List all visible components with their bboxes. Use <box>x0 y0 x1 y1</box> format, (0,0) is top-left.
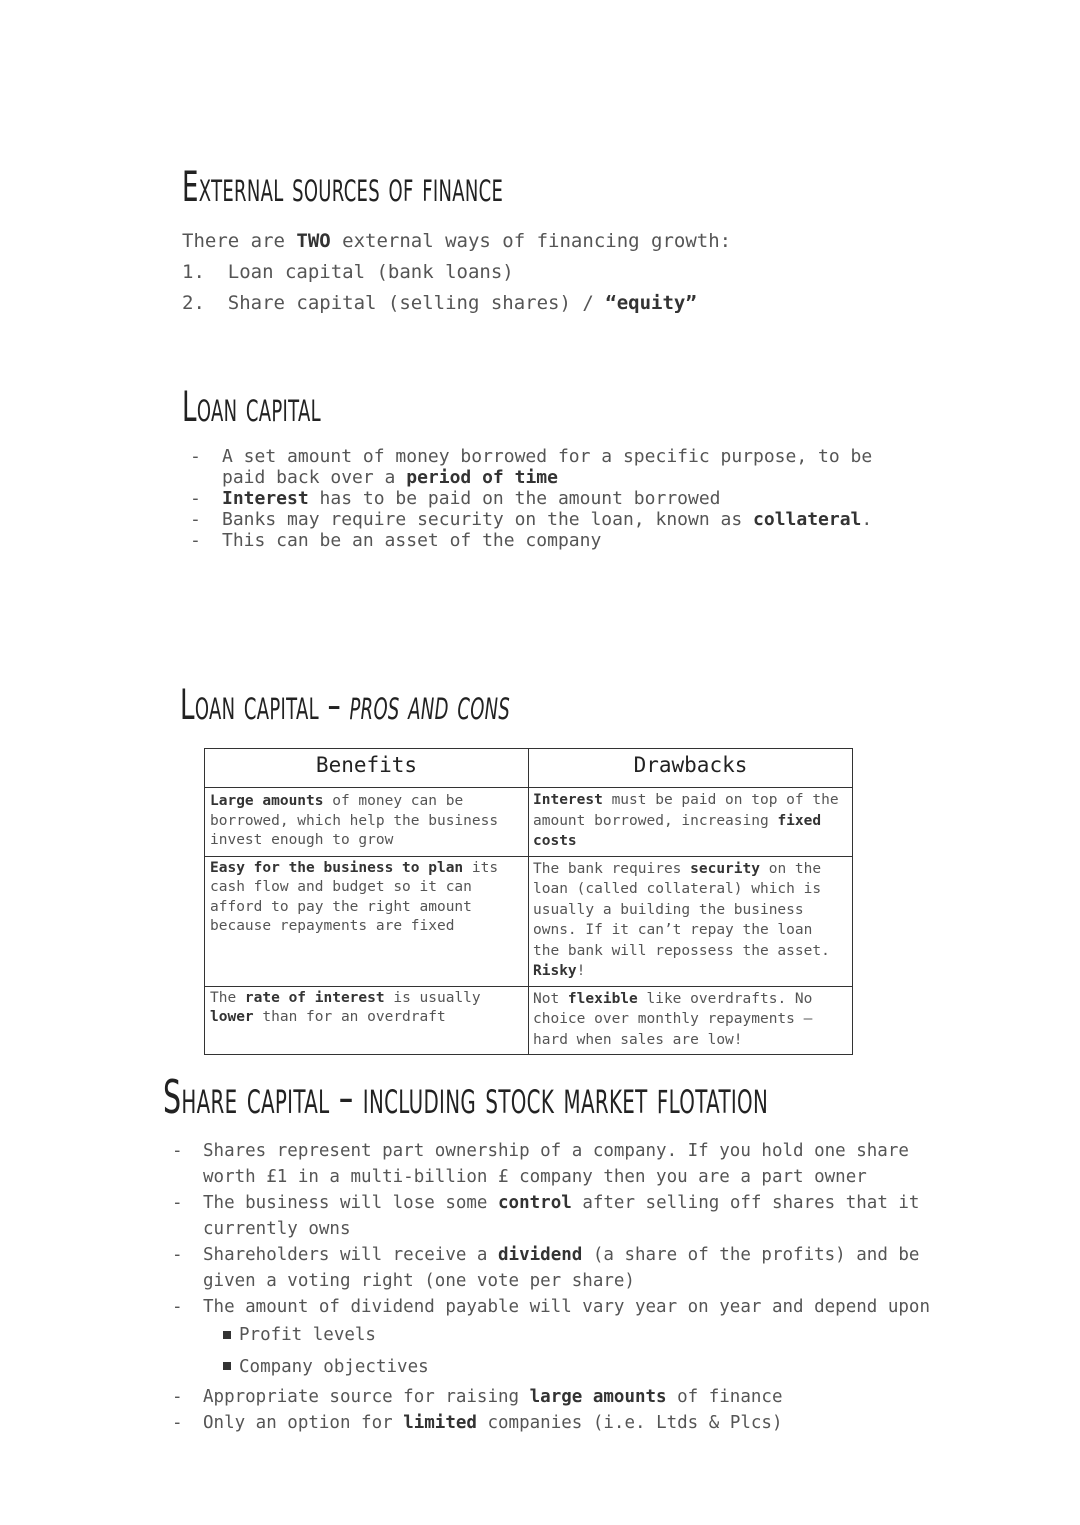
bullet-dash: - <box>190 446 201 467</box>
list-item <box>172 1190 932 1242</box>
text: Shareholders will receive a <box>203 1245 499 1265</box>
text: after selling off shares that it currently owns <box>203 1193 920 1239</box>
bold-text: large amounts <box>529 1387 667 1407</box>
bullet-dash: - <box>172 1193 183 1213</box>
list-item <box>172 1384 932 1410</box>
text: A set amount of money borrowed for a specific purpose, to be paid back over a <box>222 446 873 488</box>
text: like overdrafts. No choice over monthly repayments – hard when sales are low! <box>533 990 813 1048</box>
heading-loan-capital: Loan capital <box>182 382 321 431</box>
share-capital-list <box>172 1138 932 1436</box>
pros-cons-table <box>204 748 853 1055</box>
table-cell-benefit <box>205 856 529 986</box>
intro-item-2 <box>182 288 731 319</box>
list-item <box>172 1242 932 1294</box>
text: (a share of the profits) and be given a voting right (one vote per share) <box>203 1245 920 1291</box>
text: Only an option for <box>203 1413 404 1433</box>
intro-line <box>182 226 731 257</box>
table-row <box>205 856 853 986</box>
list-item-text: This can be an asset of the company <box>222 530 602 551</box>
list-item-text: The amount of dividend payable will vary year on year and depend upon <box>203 1297 930 1317</box>
bullet-dash: - <box>172 1297 183 1317</box>
bullet-dash: - <box>190 530 201 551</box>
bold-text: Risky <box>533 963 577 979</box>
table-cell-benefit <box>205 788 529 857</box>
bold-text: rate of interest <box>244 989 385 1006</box>
sub-list-item <box>172 1320 932 1351</box>
list-item <box>190 488 910 509</box>
list-item <box>190 509 910 530</box>
bullet-dash: - <box>190 488 201 509</box>
bullet-dash: - <box>172 1387 183 1407</box>
list-item <box>172 1294 932 1320</box>
text: Appropriate source for raising <box>203 1387 530 1407</box>
column-header-drawbacks: Drawbacks <box>529 749 853 788</box>
sub-list-item <box>172 1351 932 1384</box>
list-item-text <box>222 446 910 488</box>
text: Not <box>533 990 568 1007</box>
text: . <box>861 509 873 530</box>
bold-text: lower <box>210 1009 254 1025</box>
heading-share-capital: Share capital – including stock market flotation <box>163 1070 769 1124</box>
bold-text: fixed costs <box>533 812 822 849</box>
bold-text: limited <box>403 1413 477 1433</box>
text: 2. Share capital (selling shares) / <box>182 292 606 314</box>
square-bullet-icon <box>223 1362 231 1370</box>
bold-text: Large amounts <box>210 793 324 809</box>
bold-text: Interest <box>222 488 309 509</box>
text: The business will lose some <box>203 1193 499 1213</box>
list-item-text <box>203 1384 932 1410</box>
heading-suffix: pros and cons <box>349 680 511 729</box>
heading-prefix: Loan capital – <box>180 680 350 729</box>
heading-external-sources: External sources of finance <box>182 162 504 211</box>
list-item <box>190 530 910 551</box>
bold-text: Easy for the business to plan <box>210 859 464 876</box>
heading-pros-and-cons <box>180 680 510 729</box>
column-header-benefits: Benefits <box>205 749 529 788</box>
list-item <box>172 1138 932 1190</box>
table-cell-drawback <box>529 788 853 857</box>
text: its cash flow and budget so it can afford to pay the right amount because repayments are fixed <box>210 859 499 934</box>
table-row <box>205 986 853 1055</box>
list-item <box>190 446 910 488</box>
text: is usually <box>384 989 481 1006</box>
table-cell-benefit <box>205 986 529 1055</box>
bold-text: “equity” <box>605 292 697 314</box>
text: external ways of financing growth: <box>330 230 732 252</box>
table-row <box>205 788 853 857</box>
text: must be paid on top of the amount borrowed, increasing <box>533 792 839 829</box>
list-item-text <box>222 509 910 530</box>
list-item-text <box>203 1242 932 1294</box>
bold-text: control <box>498 1193 572 1213</box>
table-cell-drawback <box>529 856 853 986</box>
text: than for an overdraft <box>253 1009 446 1025</box>
square-bullet-icon <box>223 1331 231 1339</box>
bullet-dash: - <box>172 1141 183 1161</box>
loan-capital-list <box>190 446 910 551</box>
text: The <box>210 989 245 1006</box>
list-item-text <box>203 1410 932 1436</box>
bold-text: TWO <box>296 230 331 252</box>
bullet-dash: - <box>172 1245 183 1265</box>
text: companies (i.e. Ltds & Plcs) <box>476 1413 783 1433</box>
text: Banks may require security on the loan, known as <box>222 509 754 530</box>
intro-block <box>182 226 731 319</box>
bullet-dash: - <box>190 509 201 530</box>
bold-text: security <box>690 860 760 877</box>
text: There are <box>182 230 297 252</box>
table-cell-drawback <box>529 986 853 1055</box>
sub-list-text: Company objectives <box>239 1357 429 1377</box>
text: on the loan (called collateral) which is usually a building the business owns. If it can’t repay the loan the bank will repossess the asset. <box>533 860 830 959</box>
text: ! <box>576 963 586 979</box>
bold-text: Interest <box>533 792 603 808</box>
text: of money can be borrowed, which help the business invest enough to grow <box>210 793 499 848</box>
bullet-dash: - <box>172 1413 183 1433</box>
list-item <box>172 1410 932 1436</box>
text: has to be paid on the amount borrowed <box>308 488 721 509</box>
text: of finance <box>666 1387 783 1407</box>
list-item-text: Shares represent part ownership of a company. If you hold one share worth £1 in a multi-billion £ company then you are a part owner <box>203 1141 909 1187</box>
text: The bank requires <box>533 860 691 877</box>
sub-list-text: Profit levels <box>239 1325 376 1345</box>
bold-text: flexible <box>567 990 638 1007</box>
bold-text: dividend <box>498 1245 583 1265</box>
intro-item-1: 1. Loan capital (bank loans) <box>182 261 514 283</box>
bold-text: period of time <box>406 467 558 488</box>
list-item-text <box>203 1190 932 1242</box>
list-item-text <box>222 488 910 509</box>
bold-text: collateral <box>753 509 862 530</box>
table-header-row <box>205 749 853 788</box>
